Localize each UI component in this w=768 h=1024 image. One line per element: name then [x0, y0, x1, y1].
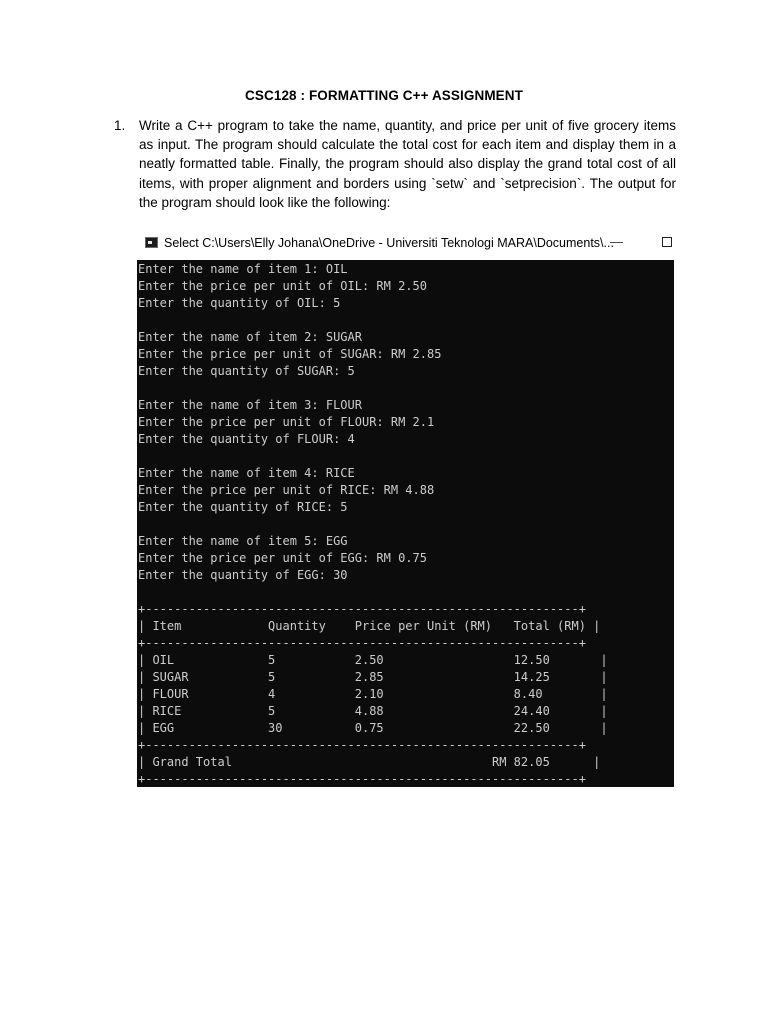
console-line: [138, 584, 608, 601]
console-line: | Grand Total RM 82.05 |: [138, 755, 601, 769]
question-number: 1.: [114, 118, 126, 133]
console-app-icon: [145, 237, 158, 248]
console-line: +------------------------------------------------------------+: [138, 772, 586, 786]
console-line: Enter the name of item 1: OIL: [138, 262, 348, 276]
console-line: +------------------------------------------------------------+: [138, 636, 586, 650]
minimize-icon[interactable]: —: [610, 234, 623, 249]
console-line: | RICE 5 4.88 24.40 |: [138, 704, 608, 718]
console-lines: [138, 261, 608, 788]
console-line: +------------------------------------------------------------+: [138, 602, 586, 616]
console-line: [138, 380, 608, 397]
console-line: Enter the price per unit of OIL: RM 2.50: [138, 279, 427, 293]
question-1: [114, 116, 676, 212]
console-line: Enter the quantity of OIL: 5: [138, 296, 341, 310]
question-text: Write a C++ program to take the name, quantity, and price per unit of five grocery items as input. The program should calculate the total cost for each item and display them in a neatly formatted table. Finally, the program should also display the grand total cost of all items, with proper alignment and borders using `setw` and `setprecision`. The output for the program should look like the following:: [139, 118, 676, 210]
console-line: | EGG 30 0.75 22.50 |: [138, 721, 608, 735]
console-line: Enter the name of item 5: EGG: [138, 534, 348, 548]
console-title-bar[interactable]: [137, 230, 674, 260]
console-line: Enter the quantity of FLOUR: 4: [138, 432, 355, 446]
console-window: [137, 230, 674, 787]
console-line: | OIL 5 2.50 12.50 |: [138, 653, 608, 667]
console-line: [138, 448, 608, 465]
console-line: Enter the name of item 4: RICE: [138, 466, 355, 480]
console-line: | Item Quantity Price per Unit (RM) Total (RM) |: [138, 619, 601, 633]
console-line: Enter the quantity of SUGAR: 5: [138, 364, 355, 378]
console-line: | SUGAR 5 2.85 14.25 |: [138, 670, 608, 684]
console-window-title: Select C:\Users\Elly Johana\OneDrive - Universiti Teknologi MARA\Documents\...: [164, 236, 614, 250]
console-line: [138, 312, 608, 329]
console-line: [138, 516, 608, 533]
console-line: Enter the quantity of EGG: 30: [138, 568, 348, 582]
console-line: Enter the name of item 2: SUGAR: [138, 330, 362, 344]
console-line: Enter the price per unit of RICE: RM 4.88: [138, 483, 435, 497]
maximize-icon[interactable]: [662, 237, 672, 247]
console-line: Enter the quantity of RICE: 5: [138, 500, 348, 514]
console-line: Enter the price per unit of FLOUR: RM 2.1: [138, 415, 435, 429]
console-line: | FLOUR 4 2.10 8.40 |: [138, 687, 608, 701]
console-line: Enter the name of item 3: FLOUR: [138, 398, 362, 412]
console-line: Enter the price per unit of EGG: RM 0.75: [138, 551, 427, 565]
console-line: +------------------------------------------------------------+: [138, 738, 586, 752]
console-output: [137, 260, 674, 787]
document-title: CSC128 : FORMATTING C++ ASSIGNMENT: [245, 88, 523, 103]
console-line: Enter the price per unit of SUGAR: RM 2.85: [138, 347, 442, 361]
